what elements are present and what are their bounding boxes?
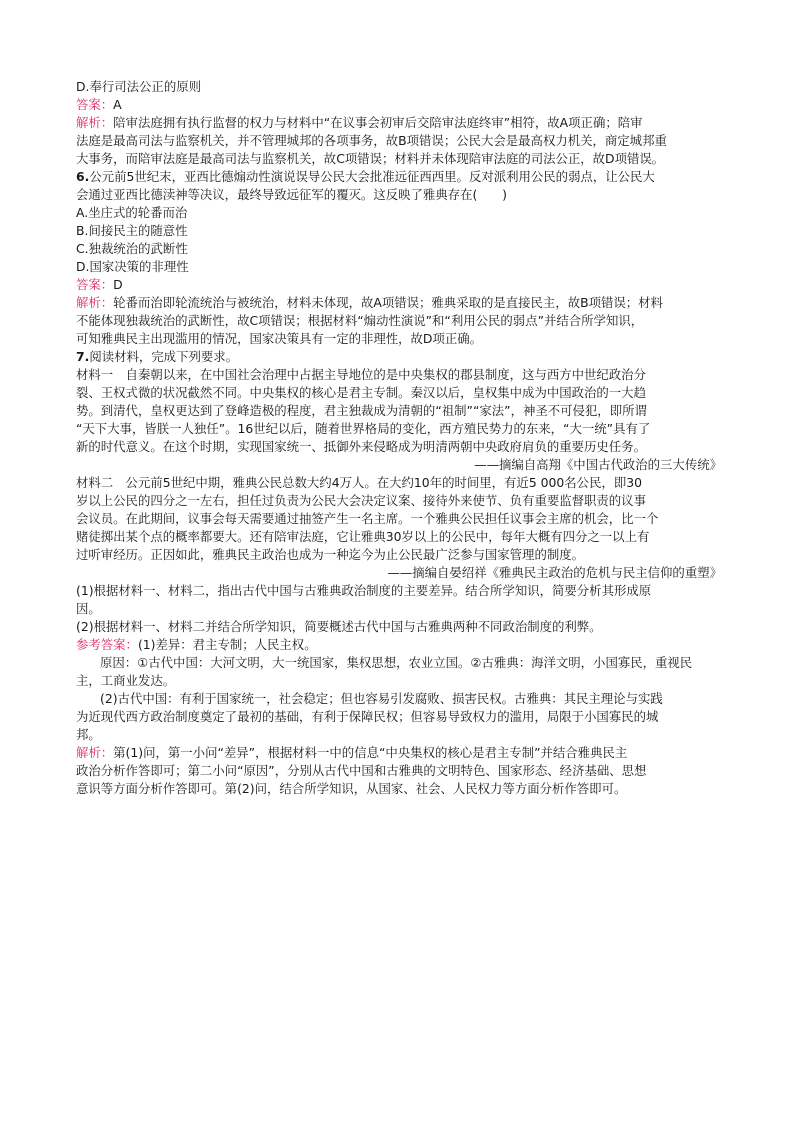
document-page — [76, 78, 722, 798]
text-line: 材料一 自秦朝以来，在中国社会治理中占据主导地位的是中央集权的郡县制度，这与西方中世纪政治分 — [76, 367, 646, 382]
answer-label: 参考答案： — [76, 637, 138, 652]
text-line: 主，工商业发达。 — [76, 673, 176, 688]
answer-text: D — [113, 277, 123, 292]
text-line: 会议员。在此期间，议事会每天需要通过抽签产生一名主席。一个雅典公民担任议事会主席的机会，比一个 — [76, 511, 659, 526]
text-line: 不能体现独裁统治的武断性，故C项错误；根据材料“煽动性演说”和“利用公民的弱点”并结合所学知识， — [76, 313, 644, 328]
question-number: 7. — [76, 349, 90, 364]
answer-line — [76, 744, 722, 762]
text-line: D.国家决策的非理性 — [76, 259, 189, 274]
answer-label: 解析： — [76, 745, 114, 760]
text-line: 意识等方面分析作答即可。第(2)问，结合所学知识，从国家、社会、人民权力等方面分析作答即可。 — [76, 781, 627, 796]
answer-label: 解析： — [76, 295, 114, 310]
answer-text: (1)差异：君主专制；人民主权。 — [137, 637, 317, 652]
answer-line — [76, 636, 722, 654]
question-line — [76, 348, 722, 366]
question-text: 阅读材料，完成下列要求。 — [89, 349, 239, 364]
text-line: 大事务，而陪审法庭是最高司法与监察机关，故C项错误；材料并未体现陪审法庭的司法公正，故D项错误。 — [76, 151, 665, 166]
question-text: 公元前5世纪末，亚西比德煽动性演说误导公民大会批准远征西西里。反对派利用公民的弱点，让公民大 — [89, 169, 655, 184]
source-citation: ——摘编自晏绍祥《雅典民主政治的危机与民主信仰的重塑》 — [387, 565, 722, 580]
text-line: D.奉行司法公正的原则 — [76, 79, 201, 94]
text-line: 政治分析作答即可；第二小问“原因”，分别从古代中国和古雅典的文明特色、国家形态、经济基础、思想 — [76, 763, 647, 778]
text-line: (2)古代中国：有利于国家统一，社会稳定；但也容易引发腐败、损害民权。古雅典：其民主理论与实践 — [100, 691, 663, 706]
text-line: B.间接民主的随意性 — [76, 223, 188, 238]
text-line: (1)根据材料一、材料二，指出古代中国与古雅典政治制度的主要差异。结合所学知识，简要分析其形成原 — [76, 583, 652, 598]
answer-line — [76, 114, 722, 132]
answer-label: 解析： — [76, 115, 114, 130]
answer-text: 轮番而治即轮流统治与被统治，材料未体现，故A项错误；雅典采取的是直接民主，故B项错误；材料 — [113, 295, 663, 310]
text-line: 可知雅典民主出现滥用的情况，国家决策具有一定的非理性，故D项正确。 — [76, 331, 483, 346]
answer-text: 第(1)问，第一小问“差异”，根据材料一中的信息“中央集权的核心是君主专制”并结合雅典民主 — [113, 745, 628, 760]
text-line: 原因：①古代中国：大河文明，大一统国家，集权思想，农业立国。②古雅典：海洋文明，小国寡民，重视民 — [100, 655, 693, 670]
answer-line — [76, 276, 722, 294]
text-line: A.坐庄式的轮番而治 — [76, 205, 188, 220]
answer-text: 陪审法庭拥有执行监督的权力与材料中“在议事会初审后交陪审法庭终审”相符，故A项正确；陪审 — [113, 115, 643, 130]
text-line: 岁以上公民的四分之一左右，担任过负责为公民大会决定议案、接待外来使节、负有重要监督职责的议事 — [76, 493, 646, 508]
question-line — [76, 168, 722, 186]
text-line: 法庭是最高司法与监察机关，并不管理城邦的各项事务，故B项错误；公民大会是最高权力机关，商定城邦重 — [76, 133, 667, 148]
answer-label: 答案： — [76, 277, 114, 292]
answer-line — [76, 96, 722, 114]
text-line: C.独裁统治的武断性 — [76, 241, 188, 256]
text-line: 新的时代意义。在这个时期，实现国家统一、抵御外来侵略成为明清两朝中央政府肩负的重要历史任务。 — [76, 439, 646, 454]
answer-line — [76, 294, 722, 312]
text-line: 因。 — [76, 601, 101, 616]
text-line: 材料二 公元前5世纪中期，雅典公民总数大约4万人。在大约10年的时间里，有近5 000名公民，即30 — [76, 475, 643, 490]
text-line: 势。到清代，皇权更达到了登峰造极的程度，君主独裁成为清朝的“祖制”“家法”，神圣不可侵犯，即所谓 — [76, 403, 647, 418]
text-line: “天下大事，皆朕一人独任”。16世纪以后，随着世界格局的变化，西方殖民势力的东来，“大一统”具有了 — [76, 421, 651, 436]
question-number: 6. — [76, 169, 90, 184]
text-line: (2)根据材料一、材料二并结合所学知识，简要概述古代中国与古雅典两种不同政治制度的利弊。 — [76, 619, 602, 634]
text-line: 赌徒掷出某个点的概率都要大。还有陪审法庭，它让雅典30岁以上的公民中，每年大概有四分之一以上有 — [76, 529, 650, 544]
answer-text: A — [113, 97, 122, 112]
text-line: 邦。 — [76, 727, 101, 742]
answer-label: 答案： — [76, 97, 114, 112]
text-line: 过听审经历。正因如此，雅典民主政治也成为一种迄今为止公民最广泛参与国家管理的制度。 — [76, 547, 585, 562]
text-line: 会通过亚西比德渎神等决议，最终导致远征军的覆灭。这反映了雅典存在( ) — [76, 187, 507, 202]
text-line: 为近现代西方政治制度奠定了最初的基础，有利于保障民权；但容易导致权力的滥用，局限于小国寡民的城 — [76, 709, 659, 724]
source-citation: ——摘编自高翔《中国古代政治的三大传统》 — [474, 457, 722, 472]
text-line: 裂、王权式微的状况截然不同。中央集权的核心是君主专制。秦汉以后，皇权集中成为中国政治的一大趋 — [76, 385, 646, 400]
